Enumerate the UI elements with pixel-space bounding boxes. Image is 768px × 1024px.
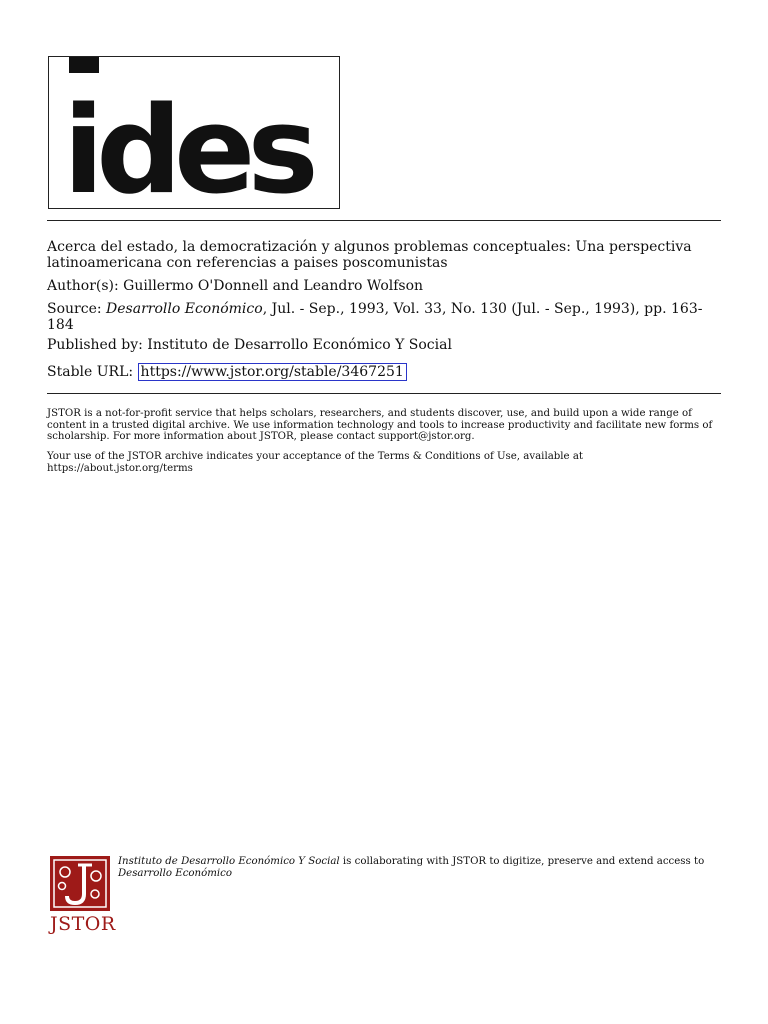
source-label: Source:: [47, 301, 102, 317]
jstor-logo-word: JSTOR: [50, 913, 116, 935]
jstor-logo: [50, 856, 116, 936]
stable-url-link[interactable]: https://www.jstor.org/stable/3467251: [138, 363, 407, 381]
stable-url-line: [47, 363, 407, 381]
publisher-label: Published by:: [47, 337, 143, 353]
authors-label: Author(s):: [47, 278, 119, 294]
jstor-emblem-icon: [50, 856, 110, 911]
divider-top: [47, 220, 721, 221]
article-title: Acerca del estado, la democratización y algunos problemas conceptuales: Una perspectiva latinoamericana con referencias a paises poscomunistas: [47, 239, 692, 271]
collab-middle: is collaborating with JSTOR to digitize, preserve and extend access to: [339, 856, 705, 867]
source-journal: Desarrollo Económico: [106, 301, 263, 317]
collab-org: Instituto de Desarrollo Económico Y Social: [118, 856, 340, 867]
ides-logo: [48, 56, 340, 209]
authors-line: [47, 278, 423, 294]
publisher-value: Instituto de Desarrollo Económico Y Social: [147, 337, 452, 353]
ides-logo-text: ides: [63, 82, 311, 210]
collab-journal: Desarrollo Económico: [118, 868, 232, 879]
divider-bottom: [47, 393, 721, 394]
authors-value: Guillermo O'Donnell and Leandro Wolfson: [123, 278, 424, 294]
source-line: [47, 301, 721, 333]
source-details: , Jul. - Sep., 1993, Vol. 33, No. 130 (Jul. - Sep., 1993), pp. 163-184: [47, 301, 703, 333]
collaboration-notice: [118, 856, 722, 880]
jstor-notice: JSTOR is a not-for-profit service that helps scholars, researchers, and students discover, use, and build upon a wide range of content in a trusted digital archive. We use information technology and tools to increase productivity and facilitate new forms of scholarship. For more information about JSTOR, please contact support@jstor.org.: [47, 408, 713, 442]
publisher-line: [47, 337, 452, 353]
stable-url-label: Stable URL:: [47, 364, 134, 380]
ides-logo-graphic: [49, 57, 341, 210]
terms-notice: Your use of the JSTOR archive indicates your acceptance of the Terms & Conditions of Use, available at https://about.jstor.org/terms: [47, 451, 583, 474]
